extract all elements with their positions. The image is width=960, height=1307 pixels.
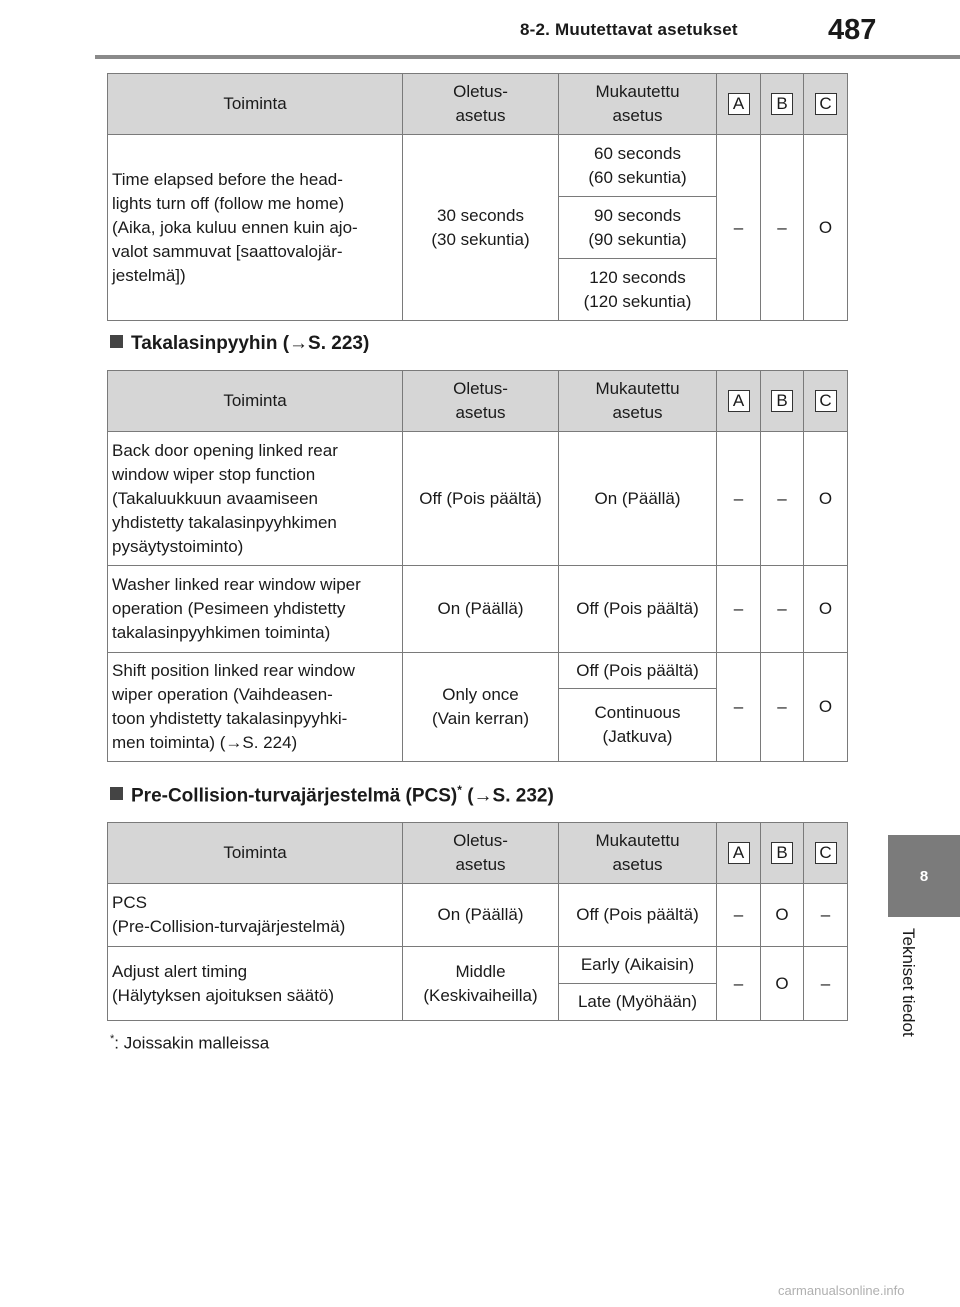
header-divider xyxy=(95,55,960,59)
option-cell: Off (Pois päältä) xyxy=(559,653,717,689)
col-header-function: Toiminta xyxy=(108,823,403,884)
mark-b-cell: – xyxy=(761,566,804,653)
chapter-tab[interactable] xyxy=(888,835,960,917)
default-cell: On (Päällä) xyxy=(403,884,559,947)
option-cell: Off (Pois päältä) xyxy=(559,566,717,653)
col-label-a: A xyxy=(728,93,750,115)
col-label-b: B xyxy=(771,93,793,115)
col-header-custom: Mukautettu asetus xyxy=(559,74,717,135)
col-header-c xyxy=(804,371,848,432)
mark-a-cell: – xyxy=(717,432,761,566)
mark-c-cell: – xyxy=(804,884,848,947)
col-header-a xyxy=(717,74,761,135)
settings-table-headlights xyxy=(107,73,848,321)
mark-b-cell: O xyxy=(761,884,804,947)
footnote-marker: * xyxy=(457,783,462,797)
watermark: carmanualsonline.info xyxy=(778,1283,905,1298)
col-header-default: Oletus- asetus xyxy=(403,823,559,884)
col-label-a: A xyxy=(728,842,750,864)
chapter-label: Tekniset tiedot xyxy=(899,928,918,1037)
table-row xyxy=(108,566,848,653)
col-header-a xyxy=(717,371,761,432)
default-cell: Off (Pois päältä) xyxy=(403,432,559,566)
mark-c-cell: – xyxy=(804,947,848,1021)
function-cell: Time elapsed before the head- lights turn off (follow me home) (Aika, joka kuluu ennen kuin ajo- valot sammuvat [saattovalojär- jestelmä]) xyxy=(108,135,403,321)
footnote-text: : Joissakin malleissa xyxy=(114,1033,270,1053)
mark-a-cell: – xyxy=(717,947,761,1021)
option-cell: Late (Myöhään) xyxy=(559,984,717,1021)
col-header-c xyxy=(804,74,848,135)
function-cell xyxy=(108,653,403,762)
mark-c-cell: O xyxy=(804,432,848,566)
col-label-c: C xyxy=(815,842,837,864)
chapter-number: 8 xyxy=(919,867,929,885)
function-cell: PCS (Pre-Collision-turvajärjestelmä) xyxy=(108,884,403,947)
bullet-square-icon xyxy=(110,787,123,800)
col-label-b: B xyxy=(771,842,793,864)
col-header-custom: Mukautettu asetus xyxy=(559,371,717,432)
mark-a-cell: – xyxy=(717,135,761,321)
section-heading-rear-wiper xyxy=(110,333,369,355)
footnote-mark: * xyxy=(110,1033,115,1045)
mark-b-cell: O xyxy=(761,947,804,1021)
settings-table-pcs xyxy=(107,822,848,1021)
default-cell: Middle (Keskivaiheilla) xyxy=(403,947,559,1021)
col-header-custom: Mukautettu asetus xyxy=(559,823,717,884)
table-row xyxy=(108,432,848,566)
table-row xyxy=(108,884,848,947)
option-cell: 120 seconds (120 sekuntia) xyxy=(559,259,717,321)
page-reference[interactable]: S. 232) xyxy=(492,785,554,807)
function-cell: Adjust alert timing (Hälytyksen ajoituksen säätö) xyxy=(108,947,403,1021)
mark-c-cell: O xyxy=(804,566,848,653)
heading-text: Takalasinpyyhin ( xyxy=(131,333,290,354)
col-header-function: Toiminta xyxy=(108,74,403,135)
function-cell: Washer linked rear window wiper operation (Pesimeen yhdistetty takalasinpyyhkimen toiminta) xyxy=(108,566,403,653)
col-label-b: B xyxy=(771,390,793,412)
page-reference[interactable]: S. 224) xyxy=(242,733,298,752)
option-cell: Continuous (Jatkuva) xyxy=(559,689,717,762)
table-header-row xyxy=(108,371,848,432)
table-header-row xyxy=(108,74,848,135)
col-header-function: Toiminta xyxy=(108,371,403,432)
mark-a-cell: – xyxy=(717,884,761,947)
function-text: Shift position linked rear window wiper operation (Vaihdeasen- toon yhdistetty takalasinpyyhki- men toiminta) ( xyxy=(112,661,355,752)
option-cell: Off (Pois päältä) xyxy=(559,884,717,947)
arrow-icon: → xyxy=(473,785,493,807)
option-cell: 60 seconds (60 sekuntia) xyxy=(559,135,717,197)
col-label-c: C xyxy=(815,93,837,115)
section-heading-pcs xyxy=(110,783,554,807)
arrow-icon: → xyxy=(289,333,309,354)
table-row xyxy=(108,653,848,689)
page-number: 487 xyxy=(828,14,877,46)
table-row xyxy=(108,947,848,984)
heading-paren: ( xyxy=(461,785,474,807)
mark-b-cell: – xyxy=(761,653,804,762)
col-label-a: A xyxy=(728,390,750,412)
function-cell: Back door opening linked rear window wiper stop function (Takaluukkuun avaamiseen yhdistetty takalasinpyyhkimen pysäytystoiminto) xyxy=(108,432,403,566)
mark-c-cell: O xyxy=(804,653,848,762)
mark-a-cell: – xyxy=(717,566,761,653)
option-cell: On (Päällä) xyxy=(559,432,717,566)
col-header-default: Oletus- asetus xyxy=(403,371,559,432)
col-header-b xyxy=(761,371,804,432)
settings-table-rear-wiper xyxy=(107,370,848,762)
default-cell: Only once (Vain kerran) xyxy=(403,653,559,762)
heading-text: Pre-Collision-turvajärjestelmä (PCS) xyxy=(131,785,458,807)
mark-a-cell: – xyxy=(717,653,761,762)
page-reference[interactable]: S. 223) xyxy=(308,333,370,354)
default-cell: On (Päällä) xyxy=(403,566,559,653)
default-cell: 30 seconds (30 sekuntia) xyxy=(403,135,559,321)
col-header-default: Oletus- asetus xyxy=(403,74,559,135)
col-header-c xyxy=(804,823,848,884)
mark-c-cell: O xyxy=(804,135,848,321)
option-cell: Early (Aikaisin) xyxy=(559,947,717,984)
col-header-a xyxy=(717,823,761,884)
col-header-b xyxy=(761,74,804,135)
table-header-row xyxy=(108,823,848,884)
section-header-title: 8-2. Muutettavat asetukset xyxy=(520,20,738,39)
arrow-icon: → xyxy=(225,733,243,752)
col-header-b xyxy=(761,823,804,884)
option-cell: 90 seconds (90 sekuntia) xyxy=(559,197,717,259)
col-label-c: C xyxy=(815,390,837,412)
mark-b-cell: – xyxy=(761,432,804,566)
footnote xyxy=(110,1033,269,1054)
mark-b-cell: – xyxy=(761,135,804,321)
table-row xyxy=(108,135,848,197)
bullet-square-icon xyxy=(110,335,123,348)
